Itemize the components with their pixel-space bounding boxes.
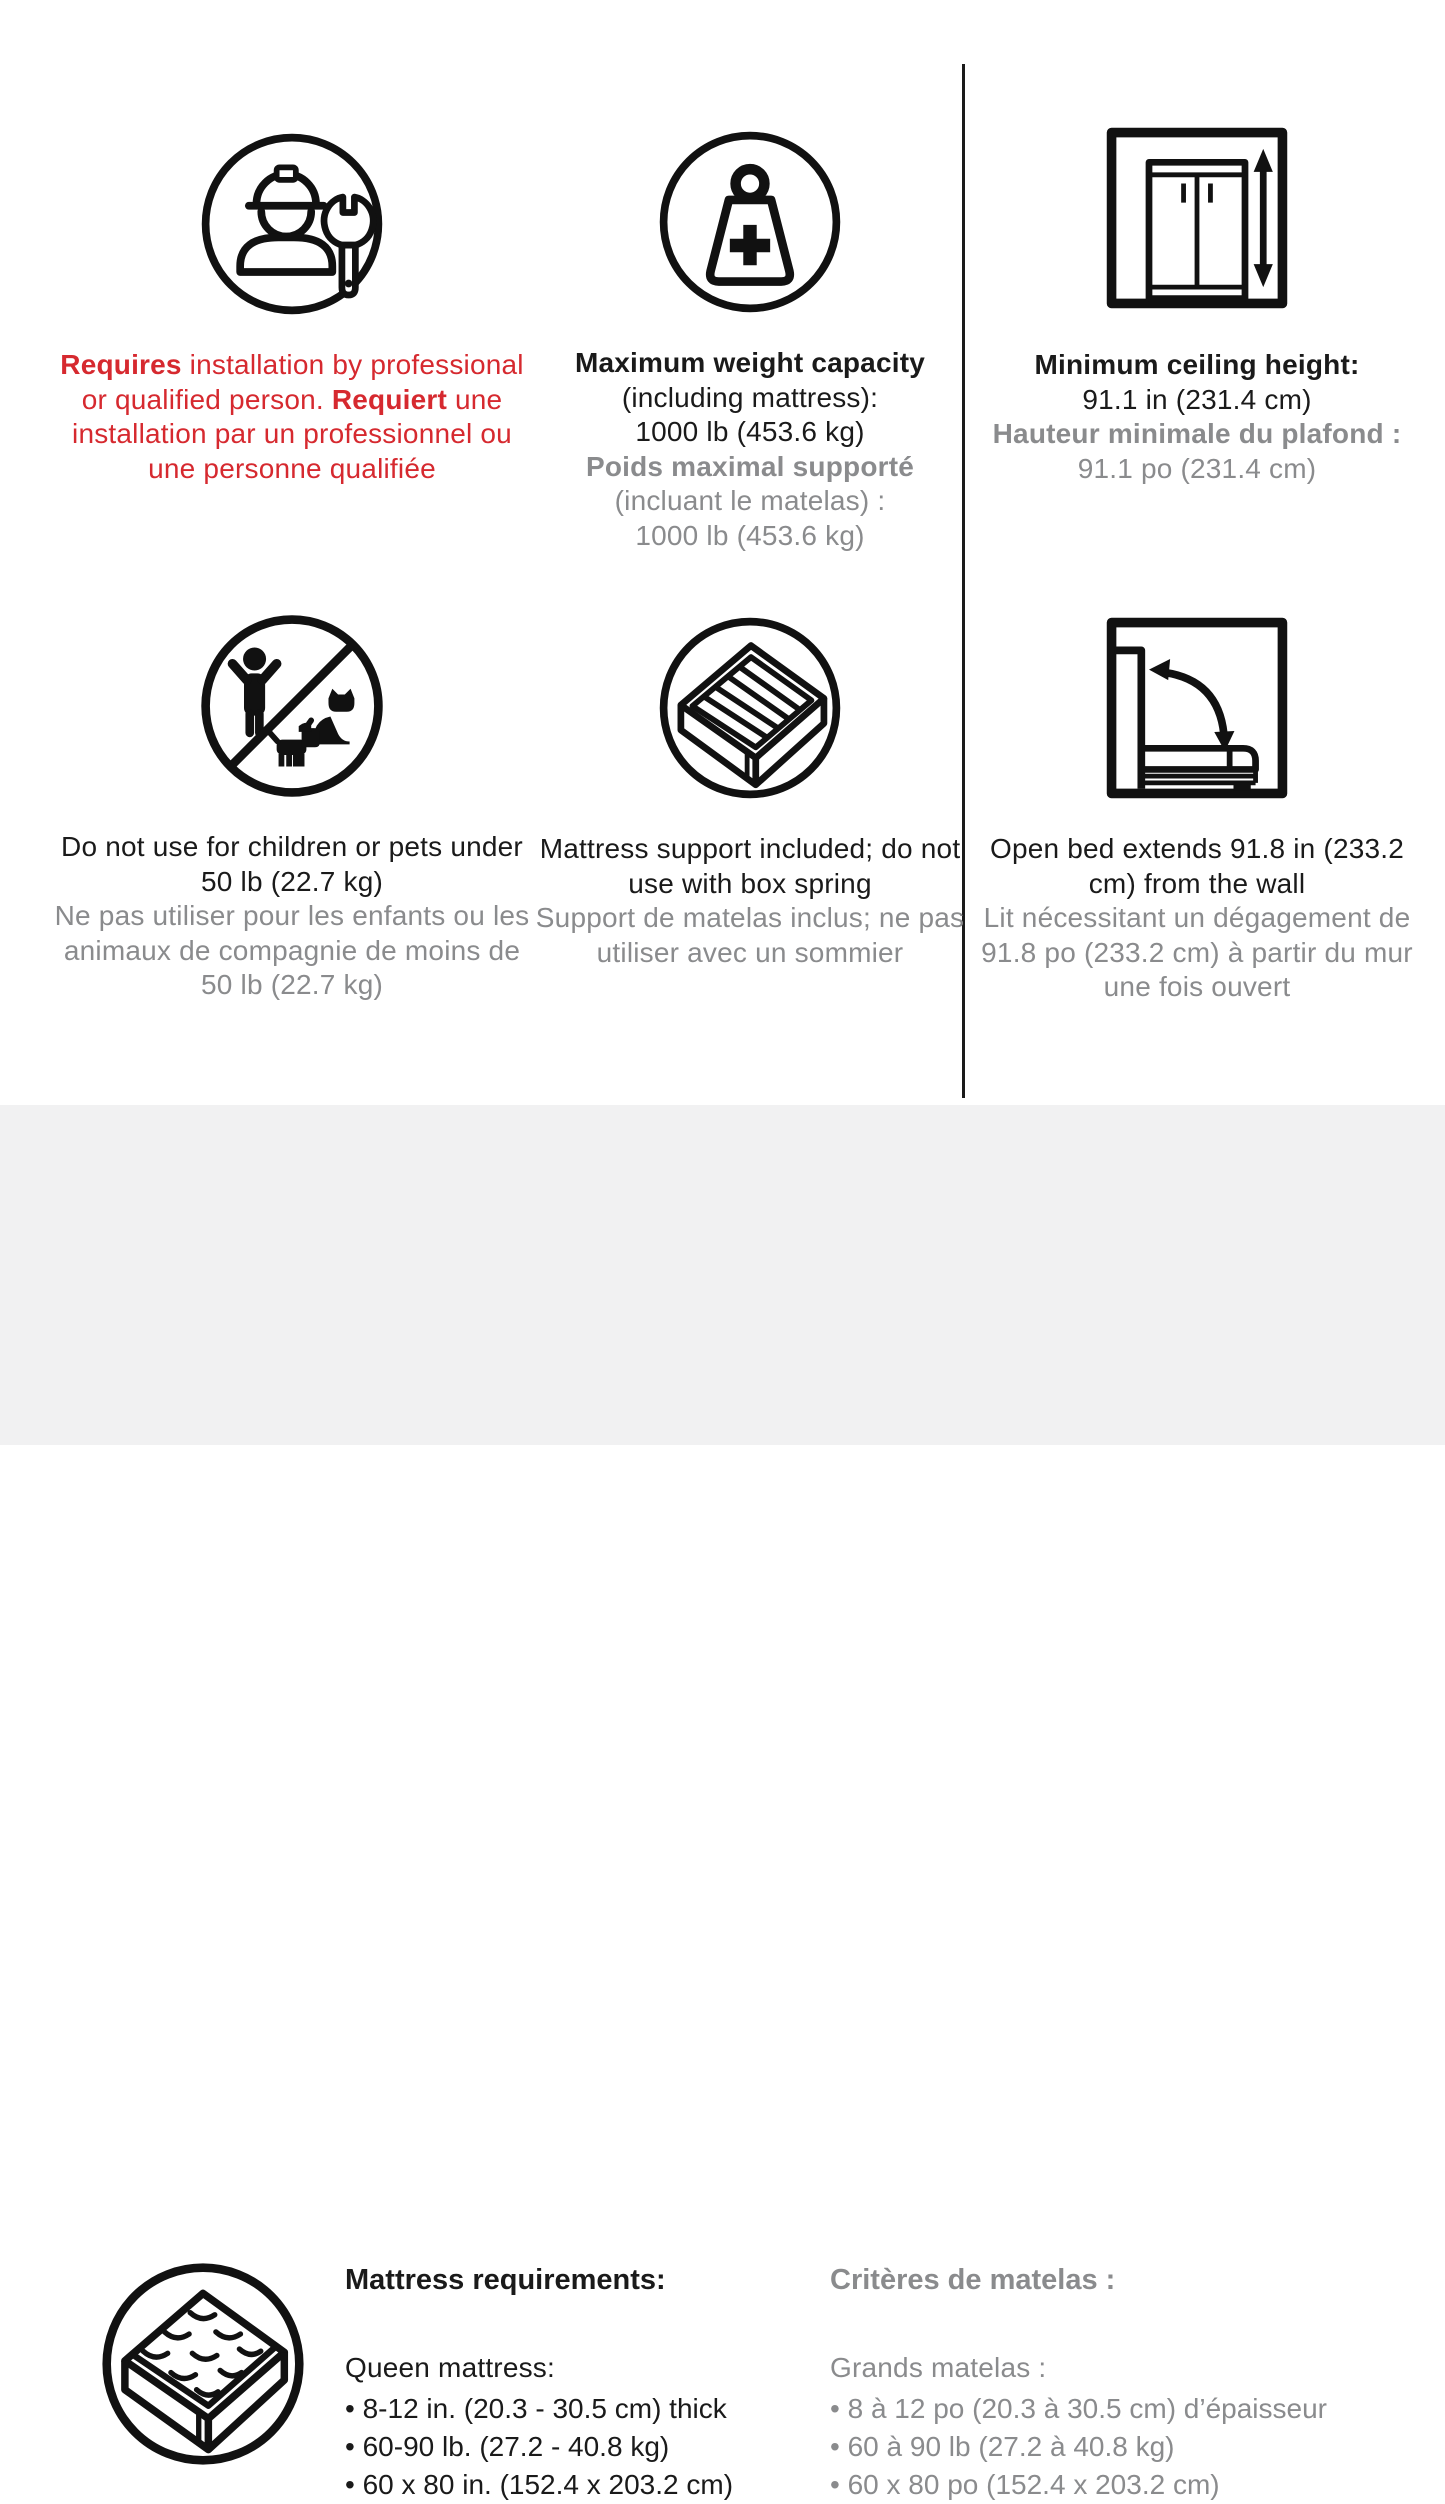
weight-capacity-icon — [654, 126, 846, 318]
ceiling-title-fr: Hauteur minimale du plafond : — [992, 418, 1402, 449]
list-item: • 8-12 in. (20.3 - 30.5 cm) thick — [345, 2390, 815, 2428]
mattress-req-title-en: Mattress requirements: — [345, 2264, 666, 2296]
no-children-pets-fr: Ne pas utiliser pour les enfants ou les animaux de compagnie de moins de 50 lb (22.7 kg) — [54, 900, 530, 1000]
mattress-icon-box — [96, 2257, 310, 2476]
open-bed-fr: Lit nécessitant un dégagement de 91.8 po (233.2 cm) à partir du mur une fois ouvert — [981, 902, 1413, 1002]
mattress-req-list-fr — [830, 2390, 1400, 2504]
ceiling-height-text — [972, 348, 1422, 486]
mattress-support-icon — [654, 612, 846, 804]
warning-lead-fr: Requiert — [331, 383, 448, 415]
mattress-support-text — [530, 832, 970, 970]
panel-ceiling-height — [972, 122, 1422, 486]
installer-icon — [196, 128, 388, 320]
open-bed-icon — [1101, 612, 1293, 804]
panel-weight-capacity — [515, 126, 985, 553]
weight-title-fr: Poids maximal supporté — [585, 450, 915, 482]
no-children-pets-icon — [196, 610, 388, 802]
mattress-req-subtitle-fr: Grands matelas : — [830, 2352, 1047, 2383]
ceiling-title-en: Minimum ceiling height: — [1034, 349, 1360, 380]
weight-capacity-text — [515, 346, 985, 553]
mattress-support-en: Mattress support included; do not use with box spring — [539, 833, 961, 899]
warning-rest-en: installation by professional or qualified person. — [81, 349, 524, 415]
mattress-req-title-fr: Critères de matelas : — [830, 2264, 1116, 2296]
mattress-icon — [96, 2257, 310, 2471]
weight-value-en: 1000 lb (453.6 kg) — [635, 416, 865, 447]
mattress-requirements-section — [0, 1105, 1445, 2500]
ceiling-value-en: 91.1 in (231.4 cm) — [1082, 383, 1312, 415]
open-bed-en: Open bed extends 91.8 in (233.2 cm) from the wall — [989, 833, 1405, 899]
list-item: • 60 à 90 lb (27.2 à 40.8 kg) — [830, 2428, 1400, 2466]
weight-sub-en: (including mattress): — [621, 381, 879, 413]
mattress-requirements-fr — [830, 2263, 1400, 2504]
open-bed-text — [977, 832, 1417, 1005]
list-item: • 60-90 lb. (27.2 - 40.8 kg) — [345, 2428, 815, 2466]
warning-rest-fr: une installation par un professionnel ou une personne qualifiée — [72, 383, 512, 484]
panel-installation — [52, 128, 532, 486]
panel-no-children-pets — [52, 610, 532, 1003]
ceiling-height-icon — [1101, 122, 1293, 314]
list-item: • 60 x 80 in. (152.4 x 203.2 cm) — [345, 2466, 815, 2504]
list-item: • 60 x 80 po (152.4 x 203.2 cm) — [830, 2466, 1400, 2504]
no-children-pets-text — [52, 830, 532, 1003]
mattress-req-list-en — [345, 2390, 815, 2504]
panel-open-bed — [977, 612, 1417, 1005]
mattress-requirements-en — [345, 2263, 815, 2504]
warning-lead-en: Requires — [60, 349, 182, 380]
list-item: • 8 à 12 po (20.3 à 30.5 cm) d’épaisseur — [830, 2390, 1400, 2428]
weight-sub-fr: (incluant le matelas) : — [614, 485, 886, 516]
weight-title-en: Maximum weight capacity — [574, 347, 926, 378]
no-children-pets-en: Do not use for children or pets under 50 lb (22.7 kg) — [61, 831, 523, 897]
mattress-req-subtitle-en: Queen mattress: — [345, 2352, 555, 2383]
installation-warning-text — [52, 348, 532, 486]
panel-mattress-support — [530, 612, 970, 970]
weight-value-fr: 1000 lb (453.6 kg) — [635, 519, 865, 551]
mattress-support-fr: Support de matelas inclus; ne pas utiliser avec un sommier — [535, 902, 965, 968]
ceiling-value-fr: 91.1 po (231.4 cm) — [1077, 452, 1317, 484]
